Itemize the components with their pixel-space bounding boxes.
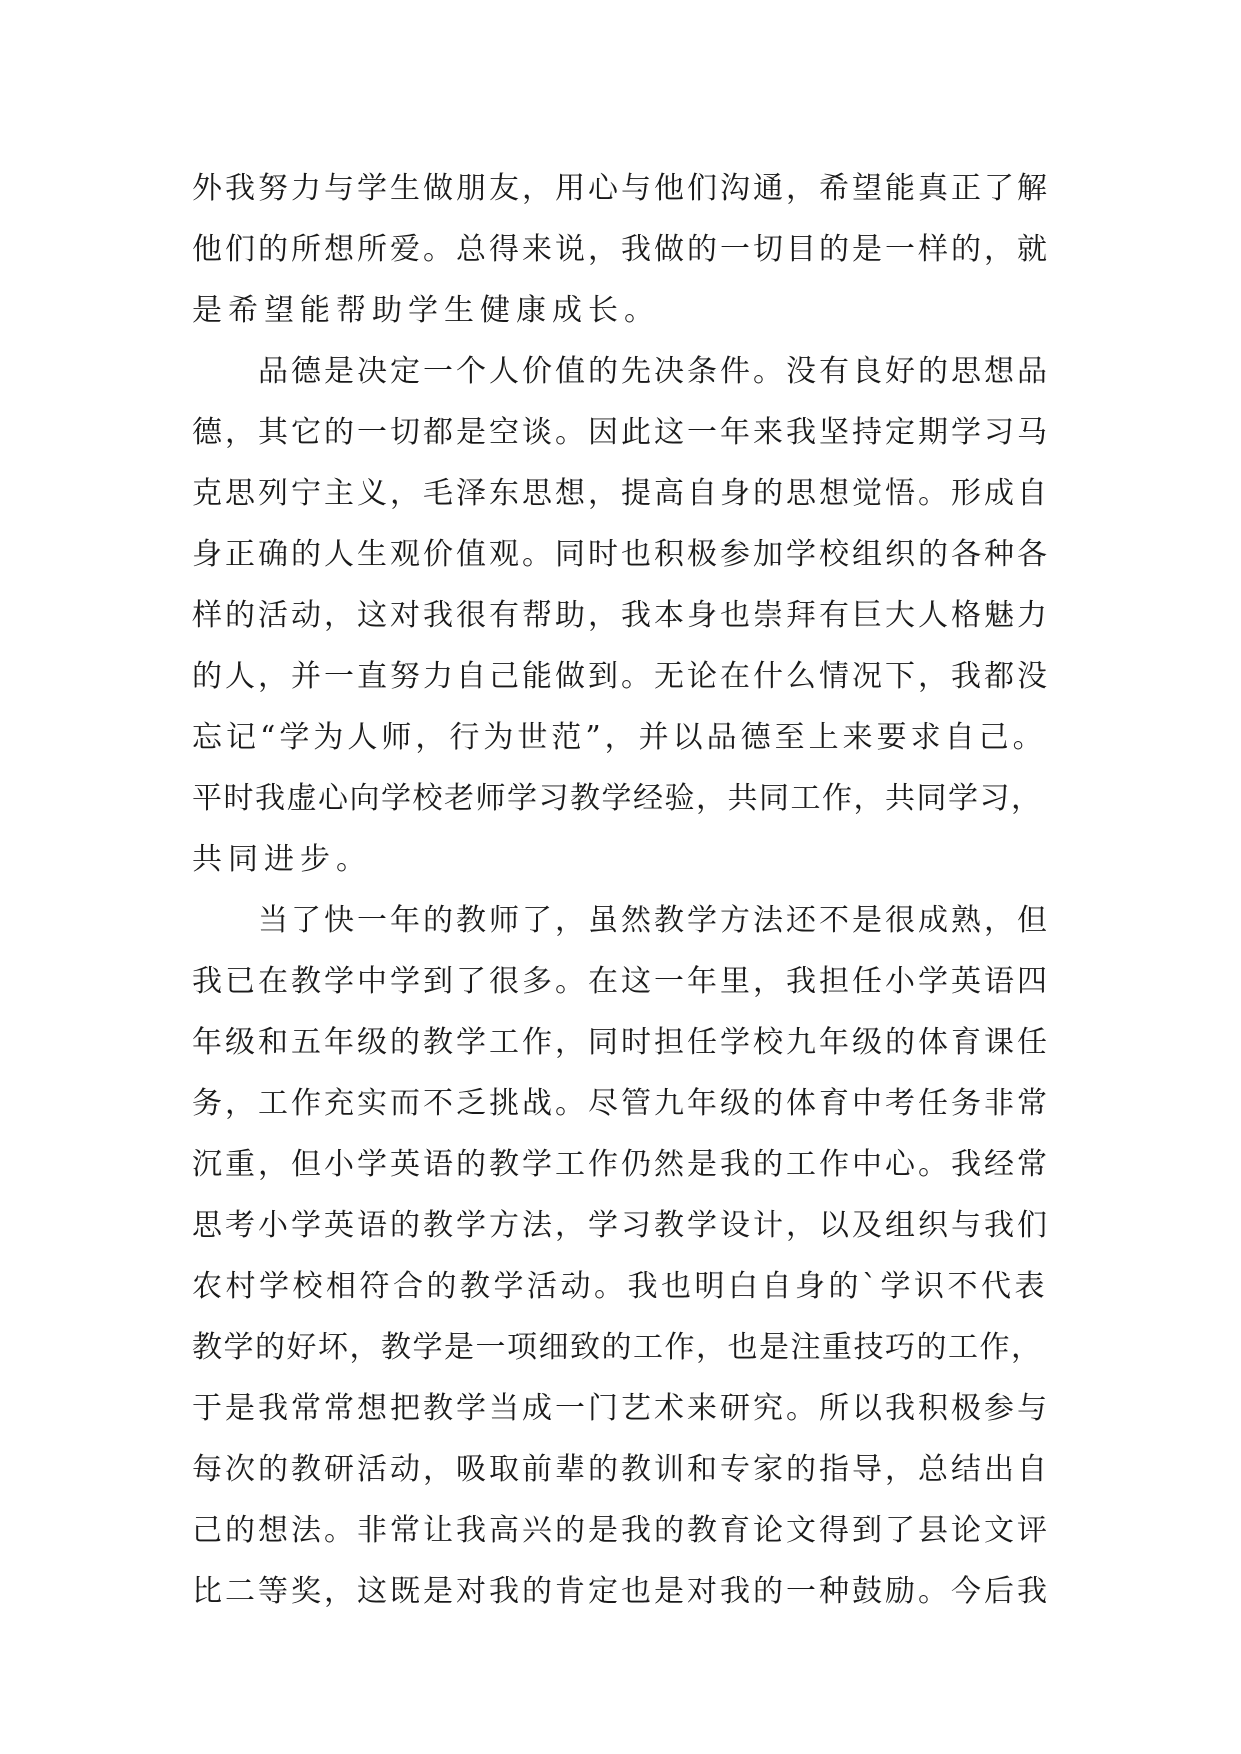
text-line: 每次的教研活动，吸取前辈的教训和专家的指导，总结出自 — [192, 1452, 1050, 1487]
text-line: 是希望能帮助学生健康成长。 — [192, 293, 660, 328]
text-line: 己的想法。非常让我高兴的是我的教育论文得到了县论文评 — [192, 1513, 1050, 1548]
text-line: 他们的所想所爱。总得来说，我做的一切目的是一样的，就 — [192, 232, 1050, 267]
text-line: 忘记“学为人师，行为世范”，并以品德至上来要求自己。 — [192, 720, 1047, 755]
text-line: 于是我常常想把教学当成一门艺术来研究。所以我积极参与 — [192, 1391, 1050, 1426]
text-line: 共同进步。 — [192, 842, 372, 877]
text-line: 当了快一年的教师了，虽然教学方法还不是很成熟，但 — [258, 903, 1050, 938]
text-line: 沉重，但小学英语的教学工作仍然是我的工作中心。我经常 — [192, 1147, 1050, 1182]
text-line: 比二等奖，这既是对我的肯定也是对我的一种鼓励。今后我 — [192, 1574, 1050, 1609]
text-line: 品德是决定一个人价值的先决条件。没有良好的思想品 — [258, 354, 1050, 389]
text-line: 教学的好坏，教学是一项细致的工作，也是注重技巧的工作， — [192, 1330, 1043, 1365]
text-line: 年级和五年级的教学工作，同时担任学校九年级的体育课任 — [192, 1025, 1050, 1060]
text-line: 平时我虚心向学校老师学习教学经验，共同工作，共同学习， — [192, 781, 1043, 816]
text-line: 我已在教学中学到了很多。在这一年里，我担任小学英语四 — [192, 964, 1050, 999]
text-line: 思考小学英语的教学方法，学习教学设计，以及组织与我们 — [192, 1208, 1050, 1243]
text-line: 样的活动，这对我很有帮助，我本身也崇拜有巨大人格魅力 — [192, 598, 1050, 633]
text-line: 外我努力与学生做朋友，用心与他们沟通，希望能真正了解 — [192, 171, 1050, 206]
text-line: 克思列宁主义，毛泽东思想，提高自身的思想觉悟。形成自 — [192, 476, 1050, 511]
body-text — [192, 158, 1052, 1622]
text-line: 身正确的人生观价值观。同时也积极参加学校组织的各种各 — [192, 537, 1050, 572]
text-line: 的人，并一直努力自己能做到。无论在什么情况下，我都没 — [192, 659, 1050, 694]
text-line: 务，工作充实而不乏挑战。尽管九年级的体育中考任务非常 — [192, 1086, 1050, 1121]
text-line: 德，其它的一切都是空谈。因此这一年来我坚持定期学习马 — [192, 415, 1050, 450]
text-line: 农村学校相符合的教学活动。我也明白自身的`学识不代表 — [192, 1269, 1048, 1304]
